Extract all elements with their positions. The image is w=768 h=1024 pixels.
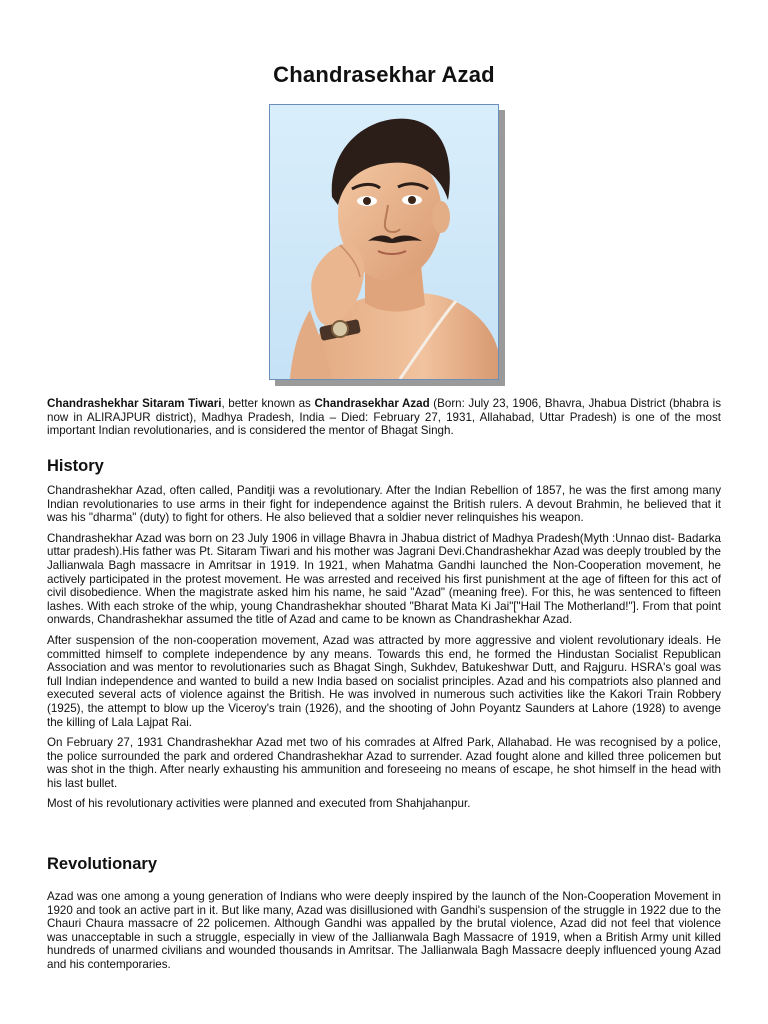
section-heading-history: History: [47, 457, 104, 475]
history-paragraph-2: Chandrashekhar Azad was born on 23 July 1906 in village Bhavra in Jhabua district of Madhya Pradesh(Myth :Unnao dist- Badarka uttar pradesh).His father was Pt. Sitaram Tiwari and his mother was Jagrani Devi.Chandrashekhar Azad was deeply troubled by the Jallianwala Bagh massacre in Amritsar in 1919. In 1921, when Mahatma Gandhi launched the Non-Cooperation movement, he actively participated in the protest movement. He was arrested and received his first punishment at the age of fifteen for this act of civil disobedience. When the magistrate asked him his name, he said "Azad" (meaning free). For this, he was sentenced to fifteen lashes. With each stroke of the whip, young Chandrashekhar shouted "Bharat Mata Ki Jai"["Hail The Motherland!"]. From that point onwards, Chandrashekhar assumed the title of Azad and came to be known as Chandrashekhar Azad.: [47, 531, 721, 627]
revolutionary-section: [47, 890, 721, 979]
intro-alias: Chandrasekhar Azad: [314, 397, 430, 410]
history-section: [47, 484, 721, 818]
history-paragraph-5: Most of his revolutionary activities were planned and executed from Shahjahanpur.: [47, 797, 471, 811]
intro-text-2: (Born: July 23, 1906, Bhavra, Jhabua District (bhabra is now in ALIRAJPUR district), Madhya Pradesh, India – Died: February 27, 1931, Allahabad, Uttar Pradesh) is one of the most important Indian revolutionaries, and is considered the mentor of Bhagat Singh.: [47, 397, 721, 438]
portrait-illustration: [270, 105, 498, 379]
history-paragraph-4: On February 27, 1931 Chandrashekhar Azad met two of his comrades at Alfred Park, Allahabad. He was recognised by a police, the police surrounded the park and ordered Chandrashekhar Azad to surrender. Azad fought alone and killed three policemen but was shot in the thigh. After nearly exhausting his ammunition and foreseeing no means of escape, he shot himself in the head with his last bullet.: [47, 736, 721, 790]
page-title: Chandrasekhar Azad: [273, 62, 495, 87]
intro-text-1: , better known as: [221, 397, 315, 410]
portrait-image: [269, 104, 499, 380]
portrait-figure: [269, 104, 499, 380]
intro-name: Chandrashekhar Sitaram Tiwari: [47, 397, 222, 410]
history-paragraph-1: Chandrashekhar Azad, often called, Panditji was a revolutionary. After the Indian Rebellion of 1857, he was the first among many Indian revolutionaries to use arms in their fight for independence against the British rulers. A devout Brahmin, he believed that it was his "dharma" (duty) to fight for others. He also believed that a soldier never relinquishes his weapon.: [47, 484, 721, 525]
section-heading-revolutionary: Revolutionary: [47, 855, 158, 873]
history-paragraph-3: After suspension of the non-cooperation movement, Azad was attracted by more aggressive and violent revolutionary ideals. He committed himself to complete independence by any means. Towards this end, he formed the Hindustan Socialist Republican Association and was mentor to revolutionaries such as Bhagat Singh, Sukhdev, Batukeshwar Dutt, and Rajguru. HSRA's goal was full Indian independence and wanted to build a new India based on socialist principles. Azad and his compatriots also planned and executed several acts of violence against the British. He was involved in numerous such activities like the Kakori Train Robbery (1925), the attempt to blow up the Viceroy's train (1926), and the shooting of John Poyantz Saunders at Lahore (1928) to avenge the killing of Lala Lajpat Rai.: [47, 633, 721, 729]
revolutionary-paragraph-1: Azad was one among a young generation of Indians who were deeply inspired by the launch of the Non-Cooperation Movement in 1920 and took an active part in it. But like many, Azad was disillusioned with Gandhi's suspension of the struggle in 1922 due to the Chauri Chaura massacre of 22 policemen. Although Gandhi was appalled by the brutal violence, Azad did not feel that violence was unacceptable in such a struggle, especially in view of the Jallianwala Bagh Massacre of 1919, when a British Army unit killed hundreds of unarmed civilians and wounded thousands in Amritsar. The Jallianwala Bagh Massacre deeply influenced young Azad and his contemporaries.: [47, 890, 721, 971]
intro-paragraph: [47, 397, 721, 445]
